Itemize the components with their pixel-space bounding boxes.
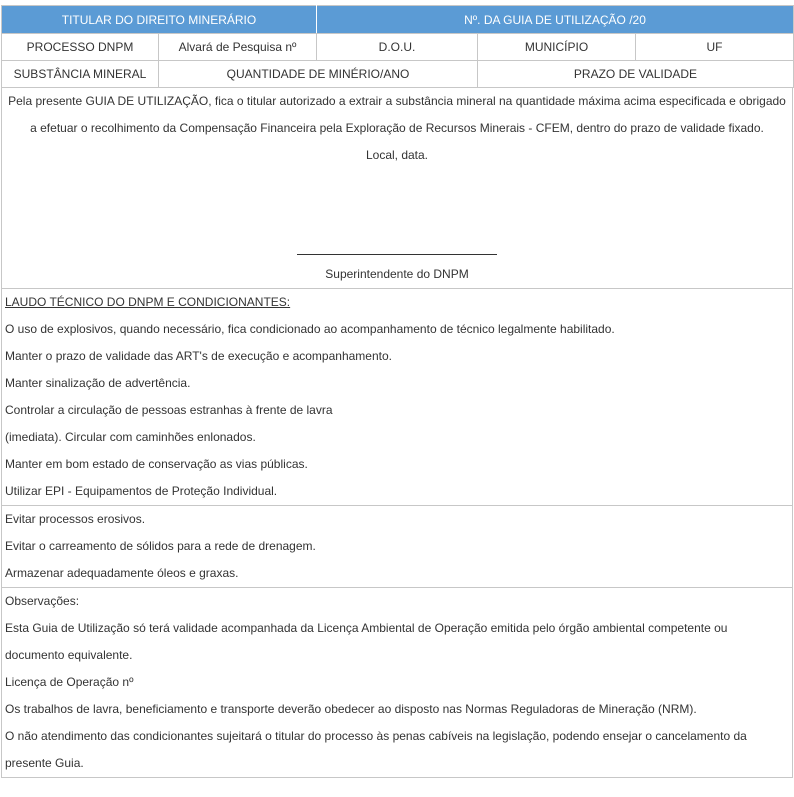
form-header-table: [1, 5, 794, 88]
laudo-item: Manter em bom estado de conservação as vias públicas.: [5, 457, 308, 471]
signature-line: [297, 254, 497, 255]
environment-item: Evitar processos erosivos.: [5, 512, 146, 526]
municipio-cell: MUNICÍPIO: [478, 34, 636, 61]
laudo-item: Controlar a circulação de pessoas estranhas à frente de lavra: [5, 403, 333, 417]
observation-item: presente Guia.: [5, 756, 84, 770]
guia-utilizacao-form: [1, 5, 793, 778]
environment-item: Evitar o carreamento de sólidos para a rede de drenagem.: [5, 539, 316, 553]
substancia-mineral-cell: SUBSTÂNCIA MINERAL: [2, 61, 159, 88]
observation-item: Licença de Operação nº: [5, 675, 134, 689]
observation-item: Esta Guia de Utilização só terá validade acompanhada da Licença Ambiental de Operação emitida pelo órgão ambiental competente ou: [5, 621, 728, 635]
observations-title: Observações:: [5, 594, 80, 608]
environment-section: [1, 506, 793, 588]
environment-item: Armazenar adequadamente óleos e graxas.: [5, 566, 239, 580]
laudo-title: LAUDO TÉCNICO DO DNPM E CONDICIONANTES:: [5, 295, 291, 309]
uf-cell: UF: [636, 34, 794, 61]
observation-item: documento equivalente.: [5, 648, 133, 662]
signature-label: Superintendente do DNPM: [325, 267, 469, 281]
authorization-section: [1, 88, 793, 289]
prazo-validade-cell: PRAZO DE VALIDADE: [478, 61, 794, 88]
place-date: Local, data.: [365, 148, 429, 162]
observations-section: [1, 588, 793, 778]
observation-item: Os trabalhos de lavra, beneficiamento e transporte deverão obedecer ao disposto nas Normas Reguladoras de Mineração (NRM).: [5, 702, 697, 716]
alvara-pesquisa-cell: Alvará de Pesquisa nº: [159, 34, 317, 61]
observation-item: O não atendimento das condicionantes sujeitará o titular do processo às penas cabíveis na legislação, podendo ensejar o cancelamento da: [5, 729, 747, 743]
dou-cell: D.O.U.: [317, 34, 478, 61]
laudo-item: Manter o prazo de validade das ART's de execução e acompanhamento.: [5, 349, 392, 363]
processo-dnpm-cell: PROCESSO DNPM: [2, 34, 159, 61]
quantidade-minerio-cell: QUANTIDADE DE MINÉRIO/ANO: [159, 61, 478, 88]
guia-number-header: Nº. DA GUIA DE UTILIZAÇÃO /20: [317, 6, 794, 34]
laudo-section: [1, 289, 793, 506]
signature-space: [2, 169, 792, 254]
titular-header: TITULAR DO DIREITO MINERÁRIO: [2, 6, 317, 34]
laudo-item: Utilizar EPI - Equipamentos de Proteção Individual.: [5, 484, 278, 498]
laudo-item: O uso de explosivos, quando necessário, fica condicionado ao acompanhamento de técnico legalmente habilitado.: [5, 322, 615, 336]
laudo-item: Manter sinalização de advertência.: [5, 376, 191, 390]
laudo-item: (imediata). Circular com caminhões enlonados.: [5, 430, 256, 444]
authorization-text: Pela presente GUIA DE UTILIZAÇÃO, fica o titular autorizado a extrair a substância mineral na quantidade máxima acima especificada e obrigado a efetuar o recolhimento da Compensação Financeira pela Exploração de Recursos Minerais - CFEM, dentro do prazo de validade fixado.: [8, 94, 786, 135]
